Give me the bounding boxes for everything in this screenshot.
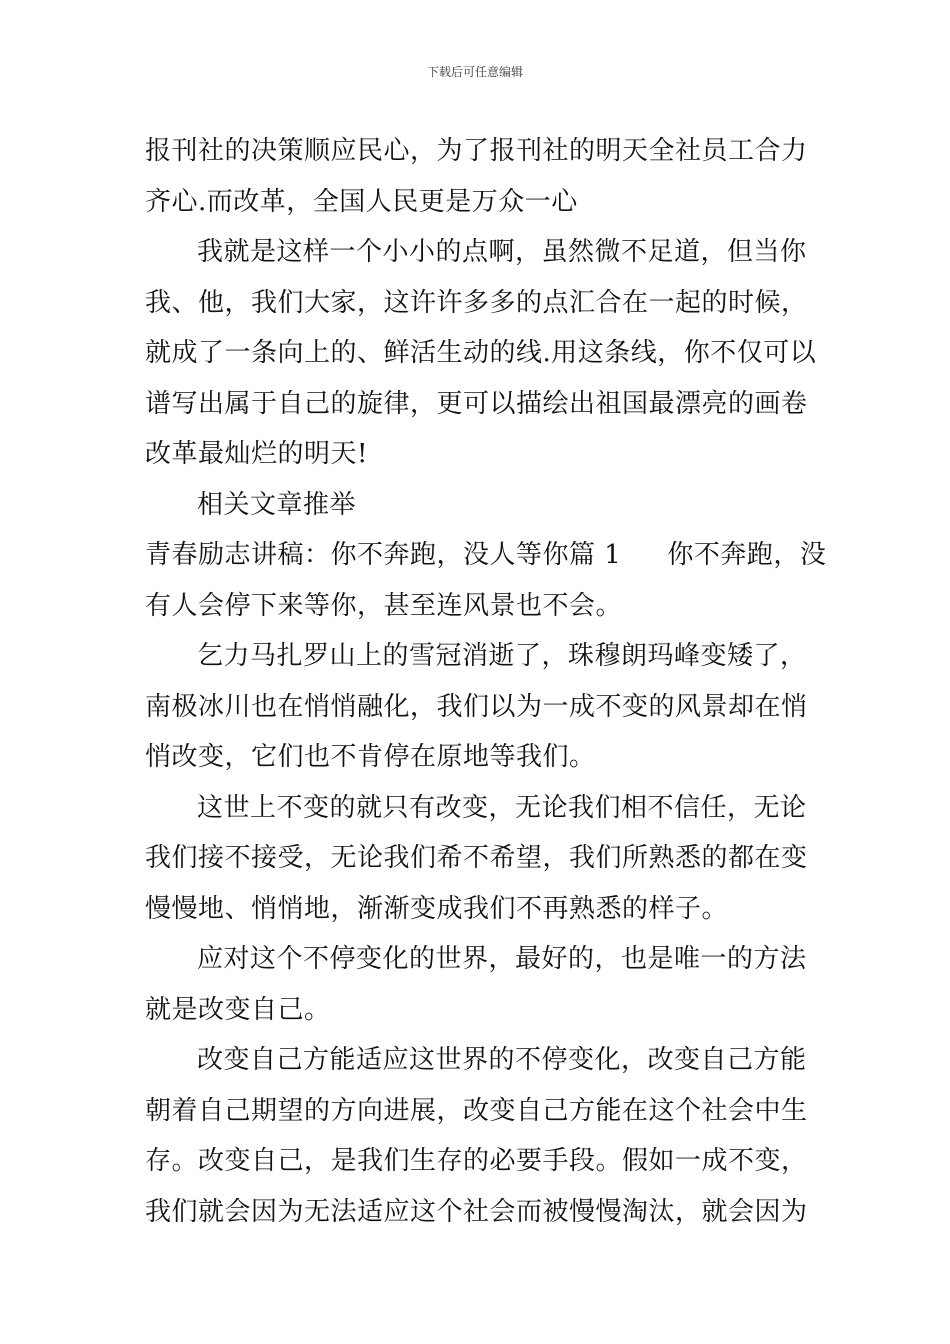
body-line: 有人会停下来等你，甚至连风景也不会。 xyxy=(145,590,623,621)
body-line: 我就是这样一个小小的点啊，虽然微不足道，但当你 xyxy=(197,237,807,267)
body-line: 存。改变自己，是我们生存的必要手段。假如一成不变， xyxy=(145,1146,808,1176)
body-line: 乞力马扎罗山上的雪冠消逝了，珠穆朗玛峰变矮了， xyxy=(197,641,807,671)
body-line: 应对这个不停变化的世界，最好的，也是唯一的方法 xyxy=(197,944,807,974)
body-line: 就成了一条向上的、鲜活生动的线.用这条线，你不仅可以 xyxy=(145,338,817,368)
body-line: 悄改变，它们也不肯停在原地等我们。 xyxy=(145,742,596,772)
body-line: 改变自己方能适应这世界的不停变化，改变自己方能 xyxy=(197,1045,807,1075)
page-header: 下载后可任意编辑 xyxy=(426,65,523,79)
body-line: 我们接不接受，无论我们希不希望，我们所熟悉的都在变 xyxy=(145,843,808,873)
body-line: 我们就会因为无法适应这个社会而被慢慢淘汰，就会因为 xyxy=(145,1196,808,1227)
body-line: 改革最灿烂的明天! xyxy=(145,439,368,469)
section-heading: 相关文章推举 xyxy=(197,489,357,520)
body-line: 朝着自己期望的方向进展，改变自己方能在这个社会中生 xyxy=(145,1095,808,1126)
body-line: 就是改变自己。 xyxy=(145,994,331,1025)
article-title-line xyxy=(145,530,827,581)
body-line: 慢慢地、悄悄地，渐渐变成我们不再熟悉的样子。 xyxy=(145,893,729,924)
article-title: 青春励志讲稿：你不奔跑，没人等你篇 1 xyxy=(145,540,622,570)
article-first-phrase: 你不奔跑，没 xyxy=(667,540,827,570)
body-line: 谱写出属于自己的旋律，更可以描绘出祖国最漂亮的画卷 xyxy=(145,388,808,419)
document-body xyxy=(145,126,827,1237)
body-line: 齐心.而改革，全国人民更是万众一心 xyxy=(145,186,578,217)
body-line: 这世上不变的就只有改变，无论我们相不信任，无论 xyxy=(197,792,807,823)
body-line: 南极冰川也在悄悄融化，我们以为一成不变的风景却在悄 xyxy=(145,691,808,722)
body-line: 报刊社的决策顺应民心，为了报刊社的明天全社员工合力 xyxy=(145,136,808,166)
body-line: 我、他，我们大家，这许许多多的点汇合在一起的时候， xyxy=(145,287,808,318)
